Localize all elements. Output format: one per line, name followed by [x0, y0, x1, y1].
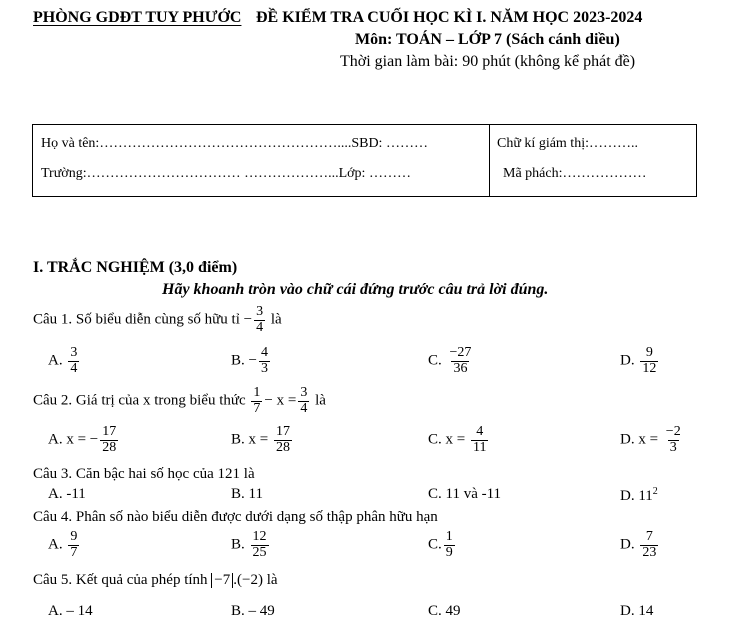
q2-option-d[interactable]: D. x = $\frac{-2}{3}$ — [620, 424, 681, 455]
info-divider — [489, 125, 490, 196]
question-5-suffix: là — [266, 572, 278, 588]
q3-option-a[interactable]: A. -11 — [48, 486, 86, 502]
q4-option-d[interactable]: D. $\frac{7}{23}$ — [620, 529, 657, 560]
question-1-suffix: là — [270, 311, 282, 328]
question-5-text: Câu 5. Kết quả của phép tính — [33, 572, 208, 588]
question-5-expression: .(−2) — [233, 572, 263, 588]
question-2-suffix: là — [315, 392, 326, 409]
question-2-fraction-2: $\frac{3}{4}$ — [300, 385, 308, 416]
student-info-box — [32, 124, 697, 197]
code-field[interactable]: Mã phách:……………… — [503, 166, 647, 181]
department-name: PHÒNG GDĐT TUY PHƯỚC — [33, 9, 242, 26]
q4-option-b[interactable]: B. $\frac{12}{25}$ — [231, 529, 267, 560]
question-1-fraction: $\frac{3}{4}$ — [256, 304, 264, 335]
q2-option-b[interactable]: B. x = $\frac{17}{28}$ — [231, 424, 290, 455]
exam-title: ĐỀ KIỂM TRA CUỐI HỌC KÌ I. NĂM HỌC 2023-2024 — [256, 9, 643, 26]
q5-option-c[interactable]: C. 49 — [428, 603, 461, 619]
q1-option-a[interactable]: A. $\frac{3}{4}$ — [48, 345, 78, 376]
question-1-text: Câu 1. Số biểu diễn cùng số hữu tỉ — [33, 311, 240, 328]
q4-option-a[interactable]: A. $\frac{9}{7}$ — [48, 529, 78, 560]
question-2 — [33, 386, 326, 416]
section-instruction: Hãy khoanh tròn vào chữ cái đứng trước câu trả lời đúng. — [162, 281, 549, 298]
q3-option-c[interactable]: C. 11 và -11 — [428, 486, 502, 502]
question-1-sign: − — [243, 311, 253, 328]
q2-option-c[interactable]: C. x = $\frac{4}{11}$ — [428, 424, 487, 455]
q3-option-b[interactable]: B. 11 — [231, 486, 263, 502]
question-5-absolute-value: −7 — [211, 573, 233, 588]
q1-option-c[interactable]: C. $\frac{-27}{36}$ — [428, 345, 472, 376]
question-4-text: Câu 4. Phân số nào biểu diễn được dưới dạng số thập phân hữu hạn — [33, 509, 438, 525]
q4-option-c[interactable]: C. $\frac{1}{9}$ — [428, 529, 453, 560]
question-1 — [33, 305, 282, 335]
question-2-operator: − x = — [264, 392, 297, 409]
section-title: I. TRẮC NGHIỆM (3,0 điểm) — [33, 259, 238, 276]
q1-option-d[interactable]: D. $\frac{9}{12}$ — [620, 345, 657, 376]
q3-option-d[interactable]: D. $11^2$ — [620, 486, 658, 504]
school-class-field[interactable]: Trường:…………………………… ………………...Lớp: ……… — [41, 166, 411, 181]
subject-line: Môn: TOÁN – LỚP 7 (Sách cánh diều) — [355, 31, 620, 48]
supervisor-signature-field[interactable]: Chữ kí giám thị:……….. — [497, 136, 638, 151]
question-3-text: Câu 3. Căn bậc hai số học của 121 là — [33, 466, 255, 482]
question-2-fraction-1: $\frac{1}{7}$ — [253, 385, 261, 416]
duration-line: Thời gian làm bài: 90 phút (không kể phát đề) — [340, 53, 636, 70]
q5-option-a[interactable]: A. – 14 — [48, 603, 93, 619]
q1-option-b[interactable]: B. − $\frac{4}{3}$ — [231, 345, 268, 376]
question-2-text: Câu 2. Giá trị của x trong biểu thức — [33, 392, 246, 409]
q5-option-d[interactable]: D. 14 — [620, 603, 654, 619]
name-sbd-field[interactable]: Họ và tên:……………………………………………....SBD: ……… — [41, 136, 428, 151]
q5-option-b[interactable]: B. – 49 — [231, 603, 275, 619]
q2-option-a[interactable]: A. x = − $\frac{17}{28}$ — [48, 424, 117, 455]
question-5 — [33, 572, 278, 589]
